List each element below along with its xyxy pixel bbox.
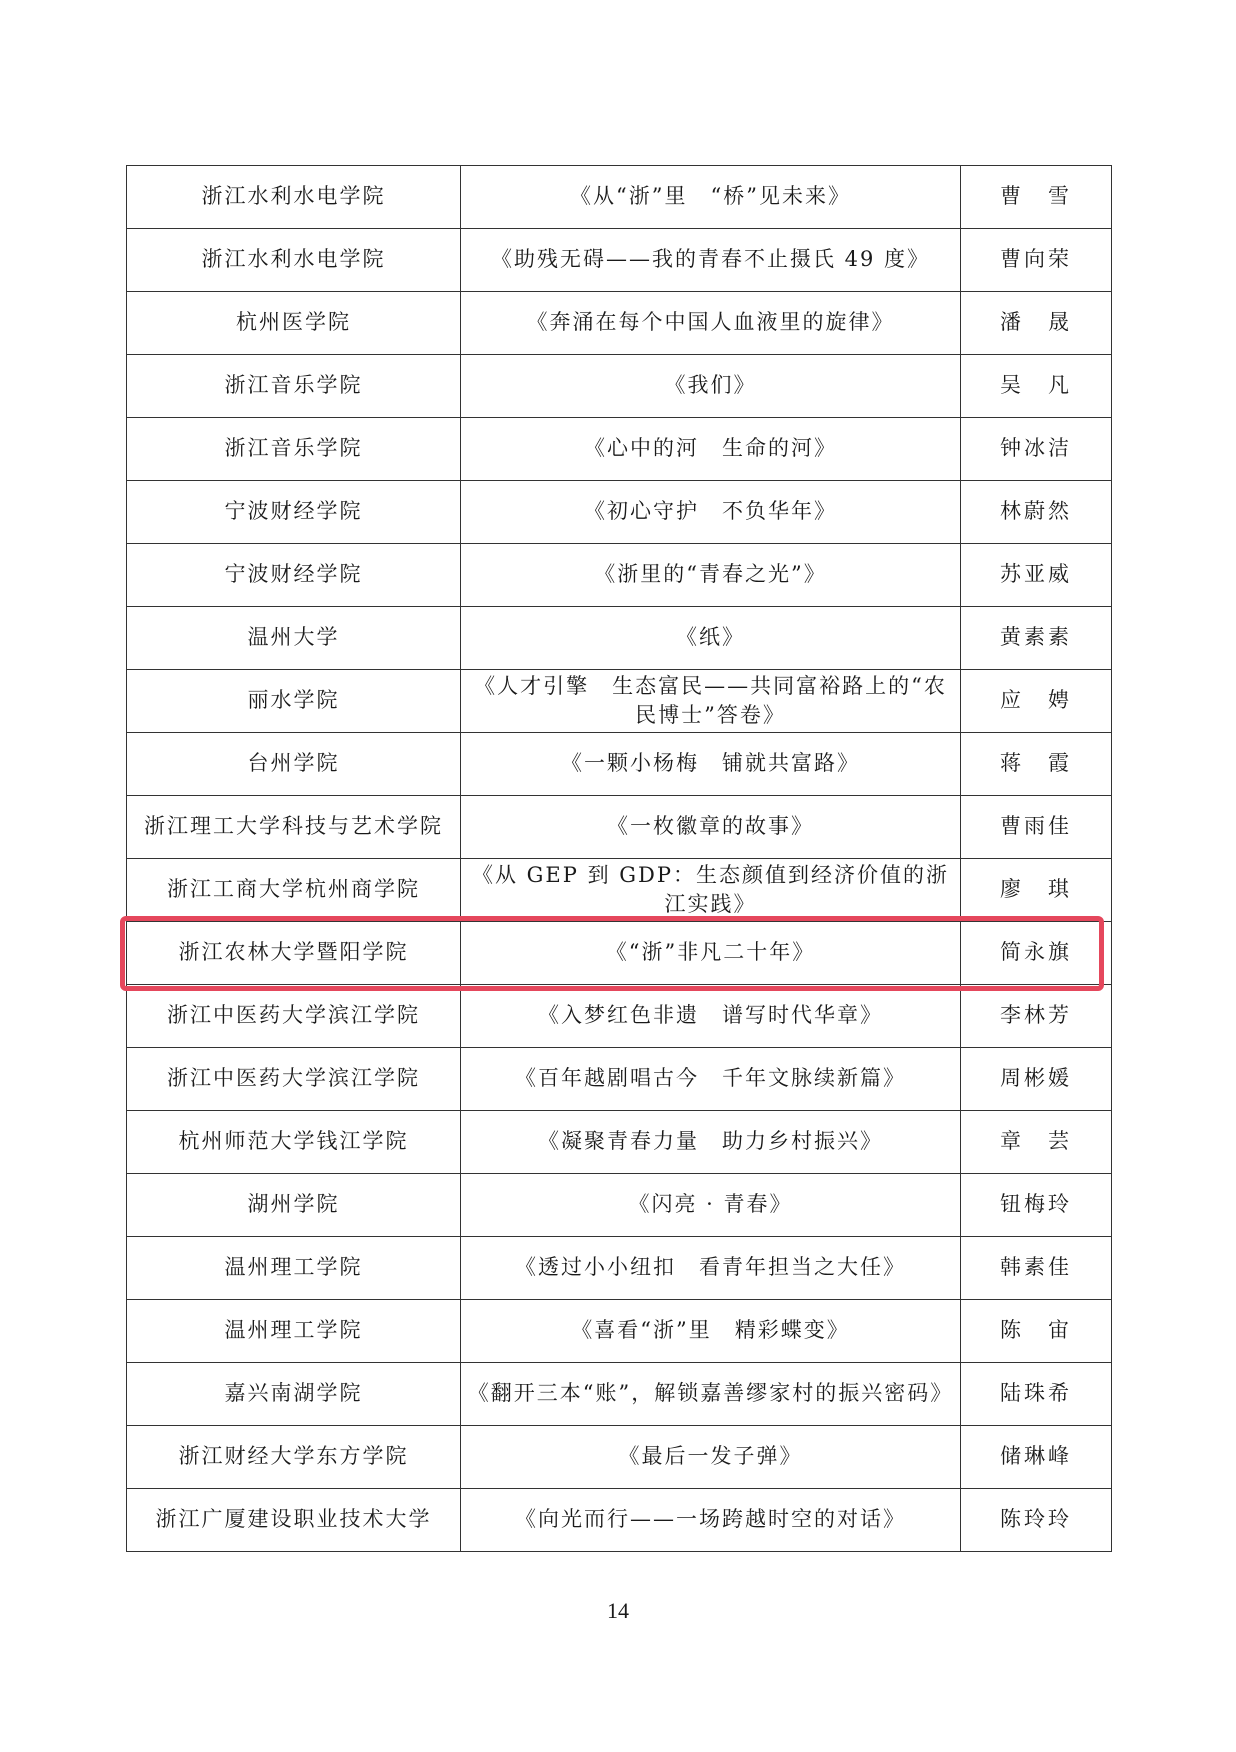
name-cell: 韩素佳 [961,1237,1112,1300]
table-row [127,733,1112,796]
title-cell: 《“浙”非凡二十年》 [461,922,961,985]
title-cell: 《心中的河 生命的河》 [461,418,961,481]
name-cell: 陈玲玲 [961,1489,1112,1552]
name-cell: 陆珠希 [961,1363,1112,1426]
school-cell: 丽水学院 [127,670,461,733]
table-row [127,544,1112,607]
name-cell: 曹 雪 [961,166,1112,229]
page-number: 14 [607,1598,629,1623]
table-row [127,607,1112,670]
name-cell: 吴 凡 [961,355,1112,418]
school-cell: 温州理工学院 [127,1237,461,1300]
table-row [127,418,1112,481]
table-row [127,1048,1112,1111]
title-cell: 《初心守护 不负华年》 [461,481,961,544]
school-cell: 浙江水利水电学院 [127,166,461,229]
table-row [127,1363,1112,1426]
school-cell: 温州大学 [127,607,461,670]
school-cell: 湖州学院 [127,1174,461,1237]
table-row [127,1489,1112,1552]
table-row [127,1237,1112,1300]
school-cell: 宁波财经学院 [127,544,461,607]
name-cell: 应 娉 [961,670,1112,733]
name-cell: 简永旗 [961,922,1112,985]
name-cell: 陈 宙 [961,1300,1112,1363]
name-cell: 钟冰洁 [961,418,1112,481]
name-cell: 黄素素 [961,607,1112,670]
school-cell: 台州学院 [127,733,461,796]
title-cell: 《最后一发子弹》 [461,1426,961,1489]
school-cell: 温州理工学院 [127,1300,461,1363]
school-cell: 宁波财经学院 [127,481,461,544]
school-cell: 浙江音乐学院 [127,355,461,418]
name-cell: 章 芸 [961,1111,1112,1174]
title-cell: 《喜看“浙”里 精彩蝶变》 [461,1300,961,1363]
table-row [127,292,1112,355]
table-row [127,1111,1112,1174]
table-row [127,859,1112,922]
table-body [127,166,1112,1552]
title-cell: 《凝聚青春力量 助力乡村振兴》 [461,1111,961,1174]
title-cell: 《从“浙”里 “桥”见未来》 [461,166,961,229]
title-cell: 《我们》 [461,355,961,418]
name-cell: 林蔚然 [961,481,1112,544]
name-cell: 钮梅玲 [961,1174,1112,1237]
title-cell: 《一枚徽章的故事》 [461,796,961,859]
table-row [127,481,1112,544]
title-cell: 《从 GEP 到 GDP：生态颜值到经济价值的浙江实践》 [461,859,961,922]
title-cell: 《浙里的“青春之光”》 [461,544,961,607]
name-cell: 周彬媛 [961,1048,1112,1111]
school-cell: 杭州师范大学钱江学院 [127,1111,461,1174]
table-row [127,229,1112,292]
table-row [127,796,1112,859]
school-cell: 杭州医学院 [127,292,461,355]
table-row [127,166,1112,229]
school-cell: 浙江中医药大学滨江学院 [127,985,461,1048]
table-row [127,670,1112,733]
name-cell: 苏亚威 [961,544,1112,607]
title-cell: 《一颗小杨梅 铺就共富路》 [461,733,961,796]
results-table [126,165,1112,1552]
school-cell: 浙江农林大学暨阳学院 [127,922,461,985]
title-cell: 《奔涌在每个中国人血液里的旋律》 [461,292,961,355]
school-cell: 浙江音乐学院 [127,418,461,481]
table-row [127,922,1112,985]
name-cell: 廖 琪 [961,859,1112,922]
table-row [127,1426,1112,1489]
table-row [127,985,1112,1048]
title-cell: 《闪亮 · 青春》 [461,1174,961,1237]
title-cell: 《向光而行——一场跨越时空的对话》 [461,1489,961,1552]
school-cell: 浙江财经大学东方学院 [127,1426,461,1489]
name-cell: 曹向荣 [961,229,1112,292]
table-row [127,1174,1112,1237]
title-cell: 《百年越剧唱古今 千年文脉续新篇》 [461,1048,961,1111]
title-cell: 《翻开三本“账”，解锁嘉善缪家村的振兴密码》 [461,1363,961,1426]
table-row [127,355,1112,418]
table-row [127,1300,1112,1363]
name-cell: 曹雨佳 [961,796,1112,859]
school-cell: 浙江广厦建设职业技术大学 [127,1489,461,1552]
name-cell: 蒋 霞 [961,733,1112,796]
school-cell: 嘉兴南湖学院 [127,1363,461,1426]
school-cell: 浙江中医药大学滨江学院 [127,1048,461,1111]
title-cell: 《透过小小纽扣 看青年担当之大任》 [461,1237,961,1300]
title-cell: 《纸》 [461,607,961,670]
name-cell: 李林芳 [961,985,1112,1048]
name-cell: 潘 晟 [961,292,1112,355]
school-cell: 浙江理工大学科技与艺术学院 [127,796,461,859]
title-cell: 《入梦红色非遗 谱写时代华章》 [461,985,961,1048]
title-cell: 《助残无碍——我的青春不止摄氏 49 度》 [461,229,961,292]
name-cell: 储琳峰 [961,1426,1112,1489]
school-cell: 浙江工商大学杭州商学院 [127,859,461,922]
title-cell: 《人才引擎 生态富民——共同富裕路上的“农民博士”答卷》 [461,670,961,733]
school-cell: 浙江水利水电学院 [127,229,461,292]
